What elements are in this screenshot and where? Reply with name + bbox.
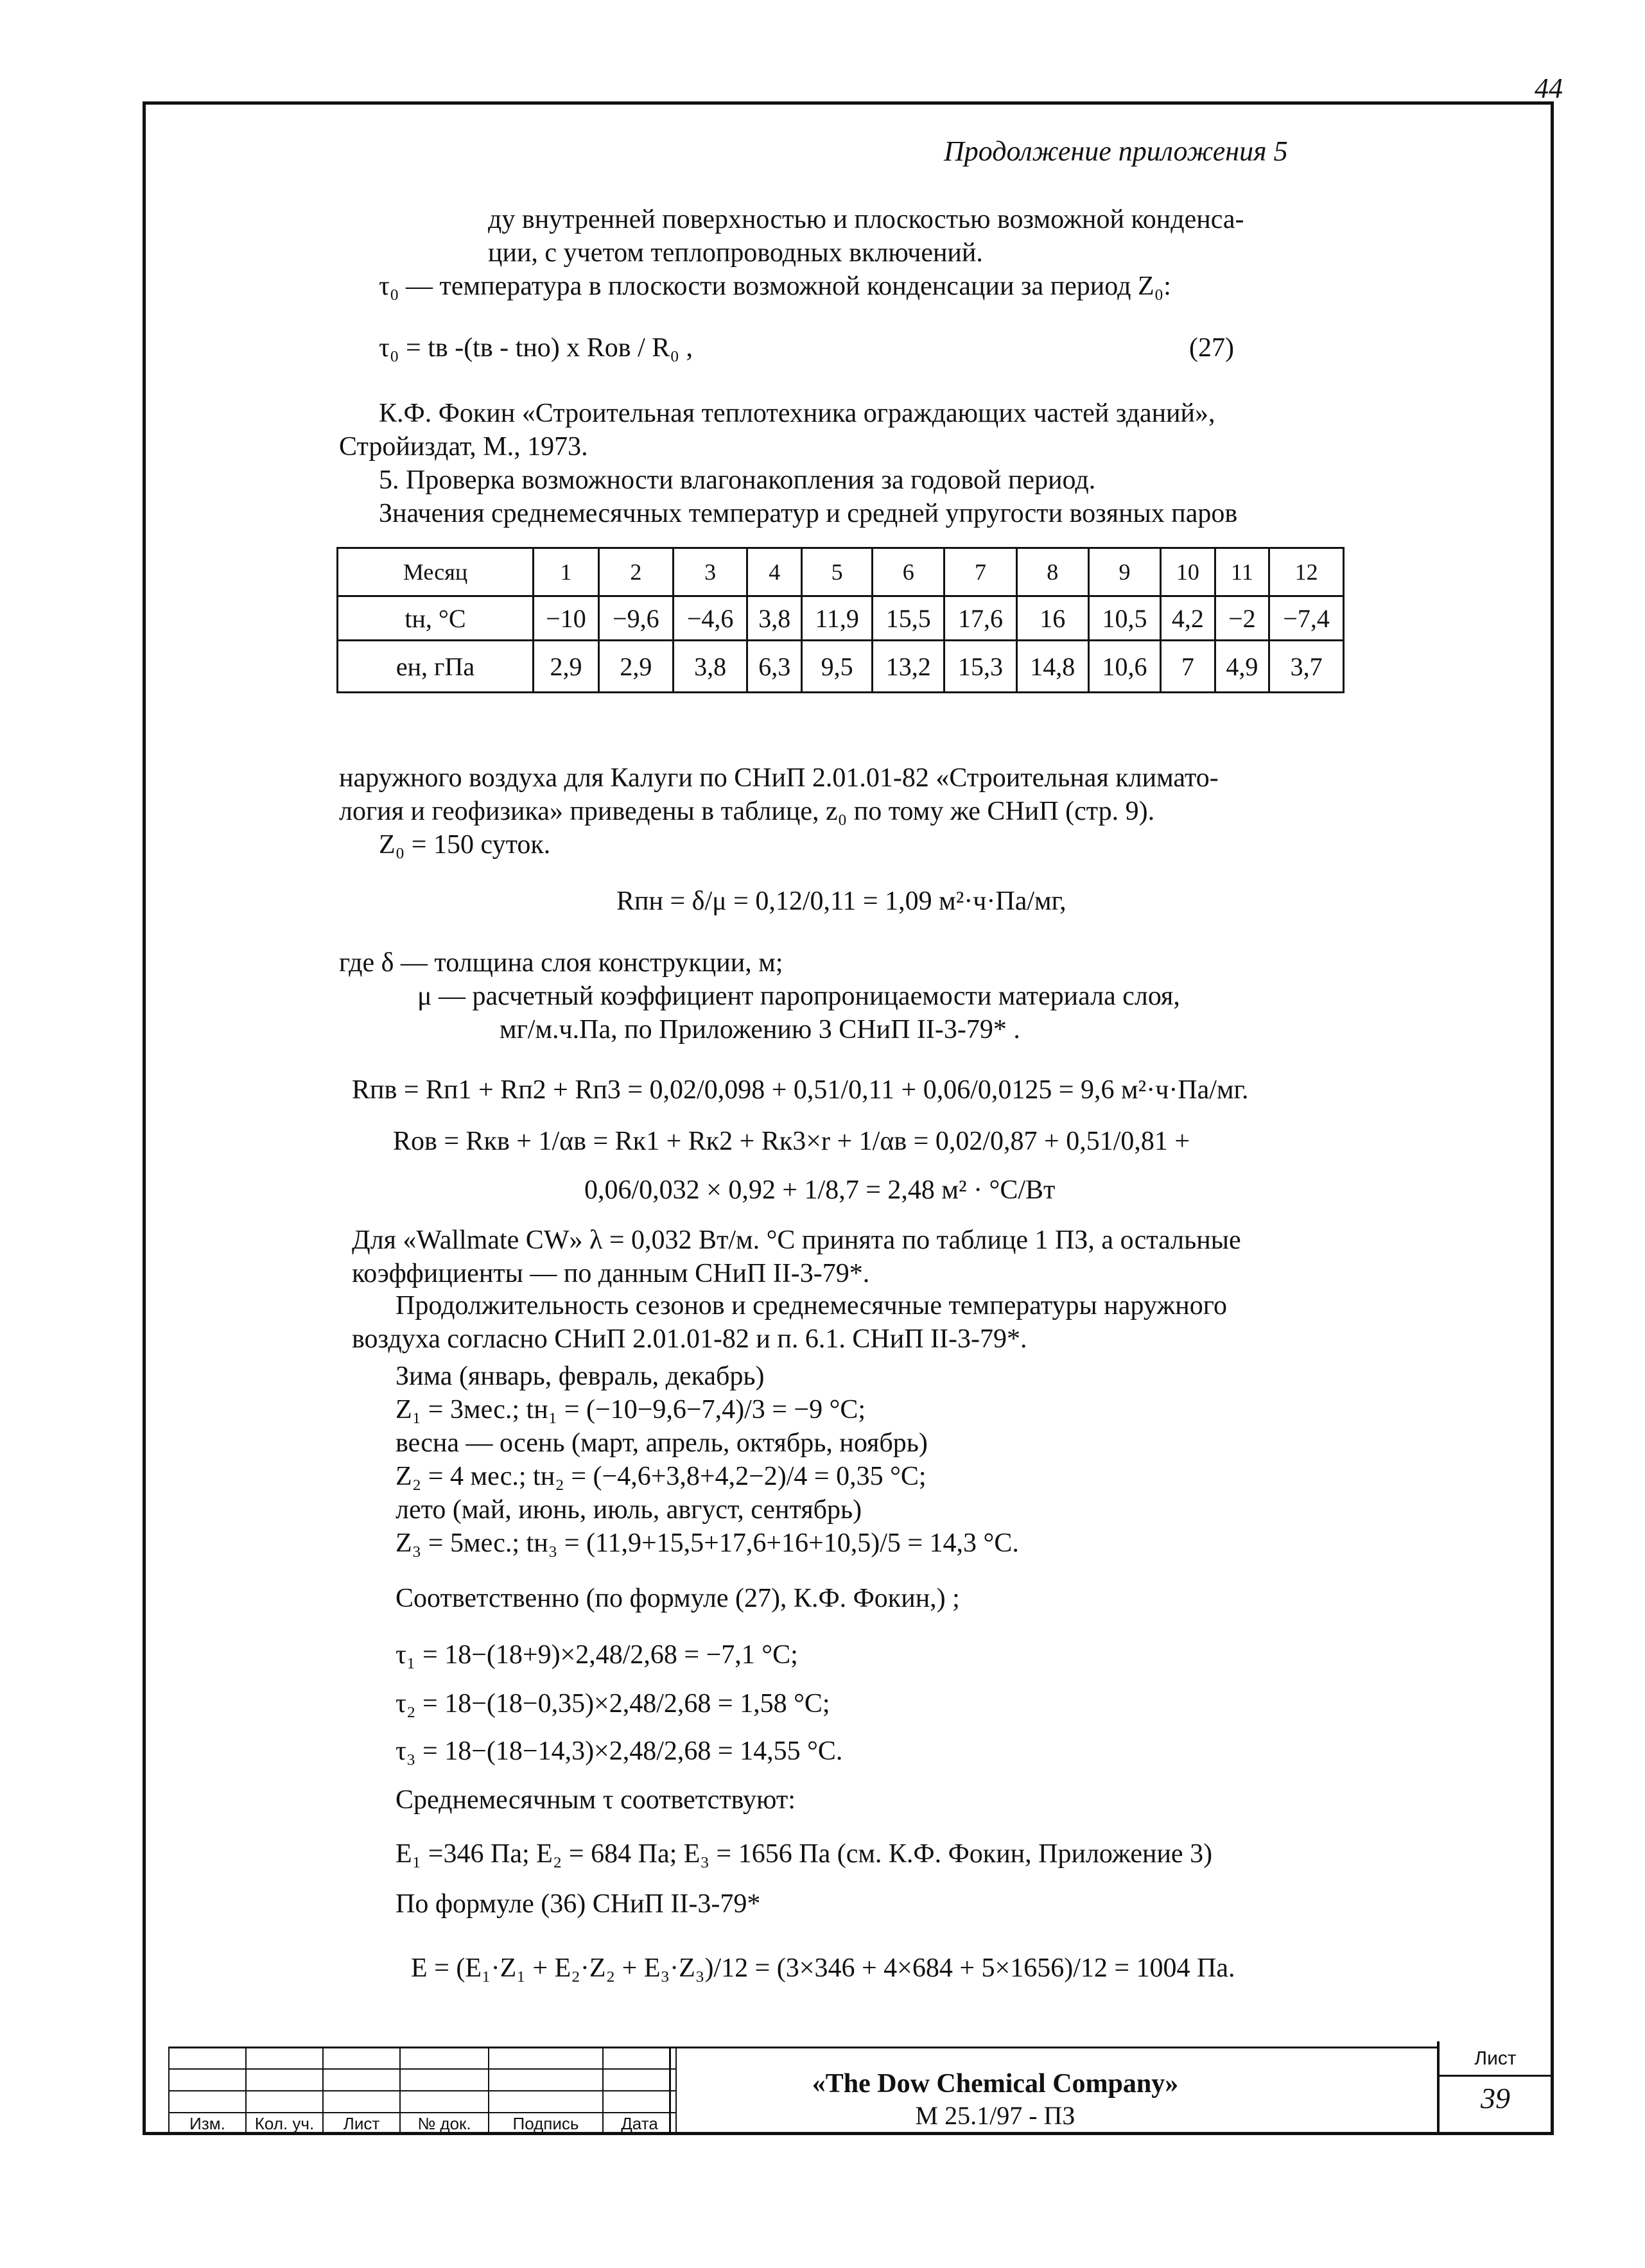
- table-cell: tн, °С: [338, 596, 534, 641]
- text-line: где δ — толщина слоя конструкции, м;: [339, 948, 783, 978]
- stamp-label: Лист: [323, 2113, 400, 2134]
- table-cell: −10: [534, 596, 599, 641]
- formula-line: Z₂ = 4 мес.; tн₂ = (−4,6+3,8+4,2−2)/4 = 0,35 °С;: [396, 1462, 927, 1491]
- reference-line: Стройиздат, М., 1973.: [339, 432, 588, 462]
- formula-number: (27): [1189, 333, 1234, 363]
- sheet-number: 39: [1481, 2082, 1510, 2115]
- table-cell: eн, гПа: [338, 641, 534, 693]
- text-line: τ₀ — температура в плоскости возможной конденсации за период Z₀:: [379, 272, 1171, 301]
- text-line: Зима (январь, февраль, декабрь): [396, 1362, 765, 1391]
- formula-rpv: Rпв = Rп1 + Rп2 + Rп3 = 0,02/0,098 + 0,51/0,11 + 0,06/0,0125 = 9,6 м²·ч·Па/мг.: [352, 1075, 1249, 1105]
- table-cell: 4: [747, 548, 802, 596]
- table-cell: 10,6: [1088, 641, 1160, 693]
- table-cell: 17,6: [944, 596, 1016, 641]
- climate-table: [336, 547, 1345, 693]
- sheet-label: Лист: [1474, 2048, 1517, 2069]
- table-cell: 4,2: [1161, 596, 1215, 641]
- sheet-box-divider: [1437, 2075, 1554, 2077]
- table-cell: −4,6: [673, 596, 747, 641]
- table-cell: 16: [1016, 596, 1088, 641]
- appendix-header: Продолжение приложения 5: [944, 135, 1288, 167]
- stamp-divider: [669, 2047, 671, 2135]
- text-line: μ — расчетный коэффициент паропроницаемости материала слоя,: [417, 982, 1180, 1011]
- page-number: 44: [1535, 73, 1563, 104]
- table-cell: 3,7: [1269, 641, 1344, 693]
- table-cell: Месяц: [338, 548, 534, 596]
- formula-line: E₁ =346 Па; E₂ = 684 Па; E₃ = 1656 Па (см. К.Ф. Фокин, Приложение 3): [396, 1839, 1213, 1869]
- text-line: воздуха согласно СНиП 2.01.01-82 и п. 6.1. СНиП II-3-79*.: [352, 1324, 1027, 1354]
- table-cell: 7: [944, 548, 1016, 596]
- table-cell: 2: [598, 548, 673, 596]
- table-cell: 13,2: [873, 641, 944, 693]
- text-line: наружного воздуха для Калуги по СНиП 2.01.01-82 «Строительная климато-: [339, 763, 1219, 793]
- company-name: «The Dow Chemical Company»: [812, 2069, 1179, 2099]
- formula-line: τ₁ = 18−(18+9)×2,48/2,68 = −7,1 °С;: [396, 1640, 798, 1670]
- formula-rov: Rов = Rкв + 1/αв = Rк1 + Rк2 + Rк3×r + 1/αв = 0,02/0,87 + 0,51/0,81 +: [393, 1127, 1190, 1156]
- table-cell: 10: [1161, 548, 1215, 596]
- table-cell: 14,8: [1016, 641, 1088, 693]
- text-line: лето (май, июнь, июль, август, сентябрь): [396, 1495, 862, 1525]
- table-cell: 5: [802, 548, 873, 596]
- stamp-grid: [168, 2047, 677, 2135]
- text-line: Продолжительность сезонов и среднемесячные температуры наружного: [396, 1291, 1227, 1320]
- table-row: [338, 641, 1344, 693]
- formula-line: Z₃ = 5мес.; tн₃ = (11,9+15,5+17,6+16+10,5)/5 = 14,3 °С.: [396, 1528, 1019, 1558]
- formula-line: τ₂ = 18−(18−0,35)×2,48/2,68 = 1,58 °С;: [396, 1689, 830, 1718]
- table-cell: 10,5: [1088, 596, 1160, 641]
- document-number: М 25.1/97 - ПЗ: [915, 2101, 1075, 2130]
- formula-rov: 0,06/0,032 × 0,92 + 1/8,7 = 2,48 м² · °С/Вт: [584, 1175, 1056, 1205]
- table-cell: 15,3: [944, 641, 1016, 693]
- table-cell: 2,9: [534, 641, 599, 693]
- table-cell: 4,9: [1215, 641, 1269, 693]
- formula-rpn: Rпн = δ/μ = 0,12/0,11 = 1,09 м²·ч·Па/мг,: [616, 887, 1066, 916]
- table-cell: 9,5: [802, 641, 873, 693]
- table-cell: 12: [1269, 548, 1344, 596]
- formula-27: τ₀ = tв -(tв - tно) x Rов / R₀ ,: [379, 333, 693, 363]
- reference-line: К.Ф. Фокин «Строительная теплотехника ограждающих частей зданий»,: [379, 399, 1215, 428]
- table-cell: −9,6: [598, 596, 673, 641]
- table-cell: 9: [1088, 548, 1160, 596]
- formula-line: τ₃ = 18−(18−14,3)×2,48/2,68 = 14,55 °С.: [396, 1736, 843, 1766]
- stamp-label: Подпись: [489, 2113, 603, 2134]
- text-line: Для «Wallmate CW» λ = 0,032 Вт/м. °С принята по таблице 1 ПЗ, а остальные: [352, 1225, 1241, 1255]
- text-line: Соответственно (по формуле (27), К.Ф. Фокин,) ;: [396, 1584, 960, 1613]
- table-cell: 6,3: [747, 641, 802, 693]
- table-row: [338, 596, 1344, 641]
- table-cell: 11,9: [802, 596, 873, 641]
- stamp-label: Изм.: [169, 2113, 246, 2134]
- text-line: Z₀ = 150 суток.: [379, 830, 551, 860]
- text-line: коэффициенты — по данным СНиП II-3-79*.: [352, 1259, 870, 1288]
- text-line: Среднемесячным τ соответствуют:: [396, 1785, 796, 1815]
- stamp-label: Дата: [603, 2113, 676, 2134]
- formula-line: Z₁ = 3мес.; tн₁ = (−10−9,6−7,4)/3 = −9 °С;: [396, 1395, 866, 1424]
- text-line: Значения среднемесячных температур и средней упругости возяных паров: [379, 499, 1238, 528]
- text-line: По формуле (36) СНиП II-3-79*: [396, 1889, 761, 1919]
- table-cell: −7,4: [1269, 596, 1344, 641]
- table-cell: 7: [1161, 641, 1215, 693]
- table-cell: 6: [873, 548, 944, 596]
- text-line: ции, с учетом теплопроводных включений.: [488, 238, 983, 268]
- text-line: весна — осень (март, апрель, октябрь, ноябрь): [396, 1428, 928, 1458]
- formula-efinal: E = (E₁·Z₁ + E₂·Z₂ + E₃·Z₃)/12 = (3×346 + 4×684 + 5×1656)/12 = 1004 Па.: [411, 1953, 1235, 1983]
- table-cell: −2: [1215, 596, 1269, 641]
- table-cell: 3: [673, 548, 747, 596]
- text-line: мг/м.ч.Па, по Приложению 3 СНиП II-3-79* .: [500, 1015, 1020, 1044]
- table-cell: 3,8: [747, 596, 802, 641]
- table-cell: 8: [1016, 548, 1088, 596]
- table-cell: 11: [1215, 548, 1269, 596]
- table-cell: 2,9: [598, 641, 673, 693]
- text-line: ду внутренней поверхностью и плоскостью возможной конденса-: [488, 205, 1244, 234]
- stamp-label: Кол. уч.: [246, 2113, 323, 2134]
- text-line: логия и геофизика» приведены в таблице, z₀ по тому же СНиП (стр. 9).: [339, 797, 1155, 826]
- stamp-label: № док.: [400, 2113, 489, 2134]
- table-cell: 15,5: [873, 596, 944, 641]
- table-cell: 1: [534, 548, 599, 596]
- table-cell: 3,8: [673, 641, 747, 693]
- section-heading: 5. Проверка возможности влагонакопления за годовой период.: [379, 465, 1096, 495]
- table-header-row: [338, 548, 1344, 596]
